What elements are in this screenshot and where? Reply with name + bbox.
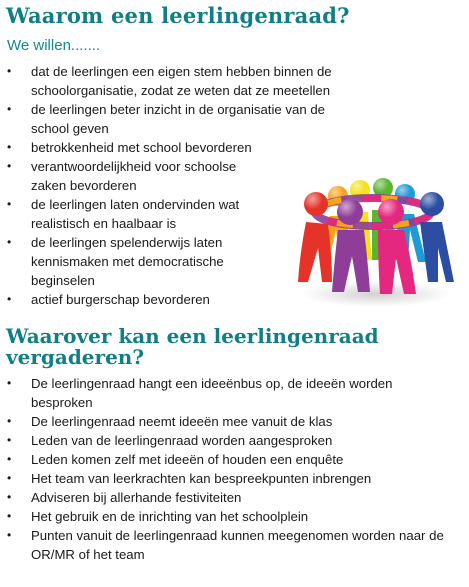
list-item-text: De leerlingenraad neemt ideeën mee vanuit de klas: [31, 414, 333, 429]
page-title: Waarom een leerlingenraad?: [6, 3, 350, 28]
list-item-text: de leerlingen spelenderwijs laten kennismaken met democratische beginselen: [31, 235, 224, 288]
bullet-icon: •: [7, 159, 12, 173]
list-item-text: De leerlingenraad hangt een ideeënbus op, de ideeën worden besproken: [31, 376, 393, 410]
bullet-icon: •: [7, 509, 12, 523]
list-item: [5, 431, 465, 450]
list-item: [5, 233, 249, 290]
list-item-text: actief burgerschap bevorderen: [31, 292, 210, 307]
list-item: [5, 412, 465, 431]
list-item: [5, 450, 465, 469]
list-item-text: Leden komen zelf met ideeën of houden een enquête: [31, 452, 344, 467]
bullet-icon: •: [7, 292, 12, 306]
list-item: [5, 62, 341, 100]
bullet-icon: •: [7, 64, 12, 78]
list-item-text: de leerlingen beter inzicht in de organisatie van de school geven: [31, 102, 325, 136]
list-item: [5, 374, 431, 412]
bullet-icon: •: [7, 197, 12, 211]
list-item: [5, 488, 465, 507]
list-item: [5, 100, 346, 138]
list-item: [5, 138, 331, 157]
list-item-text: betrokkenheid met school bevorderen: [31, 140, 252, 155]
list-item-text: Punten vanuit de leerlingenraad kunnen meegenomen worden naar de OR/MR of het team: [31, 528, 444, 562]
list-item: [5, 195, 281, 233]
bullet-icon: •: [7, 433, 12, 447]
list-item-text: Het team van leerkrachten kan bespreekpunten inbrengen: [31, 471, 372, 486]
bullet-icon: •: [7, 235, 12, 249]
bullet-icon: •: [7, 528, 12, 542]
section-subtitle: We willen.......: [7, 37, 101, 54]
section-title: Waarover kan een leerlingenraad vergaderen?: [6, 324, 379, 369]
topics-list: [5, 374, 465, 564]
bullet-icon: •: [7, 452, 12, 466]
bullet-icon: •: [7, 376, 12, 390]
bullet-icon: •: [7, 490, 12, 504]
bullet-icon: •: [7, 102, 12, 116]
list-item-text: Adviseren bij allerhande festiviteiten: [31, 490, 242, 505]
bullet-icon: •: [7, 471, 12, 485]
list-item-text: Het gebruik en de inrichting van het schoolplein: [31, 509, 309, 524]
colorful-people-circle-icon: [288, 160, 458, 310]
list-item: [5, 157, 263, 195]
list-item-text: verantwoordelijkheid voor schoolse zaken bevorderen: [31, 159, 237, 193]
reasons-list: [5, 62, 332, 309]
bullet-icon: •: [7, 140, 12, 154]
list-item: [5, 469, 465, 488]
list-item-text: dat de leerlingen een eigen stem hebben binnen de schoolorganisatie, zodat ze weten dat ze meetellen: [31, 64, 332, 98]
list-item: [5, 526, 469, 564]
list-item: [5, 507, 465, 526]
list-item-text: Leden van de leerlingenraad worden aangesproken: [31, 433, 333, 448]
list-item: [5, 290, 291, 309]
list-item-text: de leerlingen laten ondervinden wat realistisch en haalbaar is: [31, 197, 240, 231]
bullet-icon: •: [7, 414, 12, 428]
